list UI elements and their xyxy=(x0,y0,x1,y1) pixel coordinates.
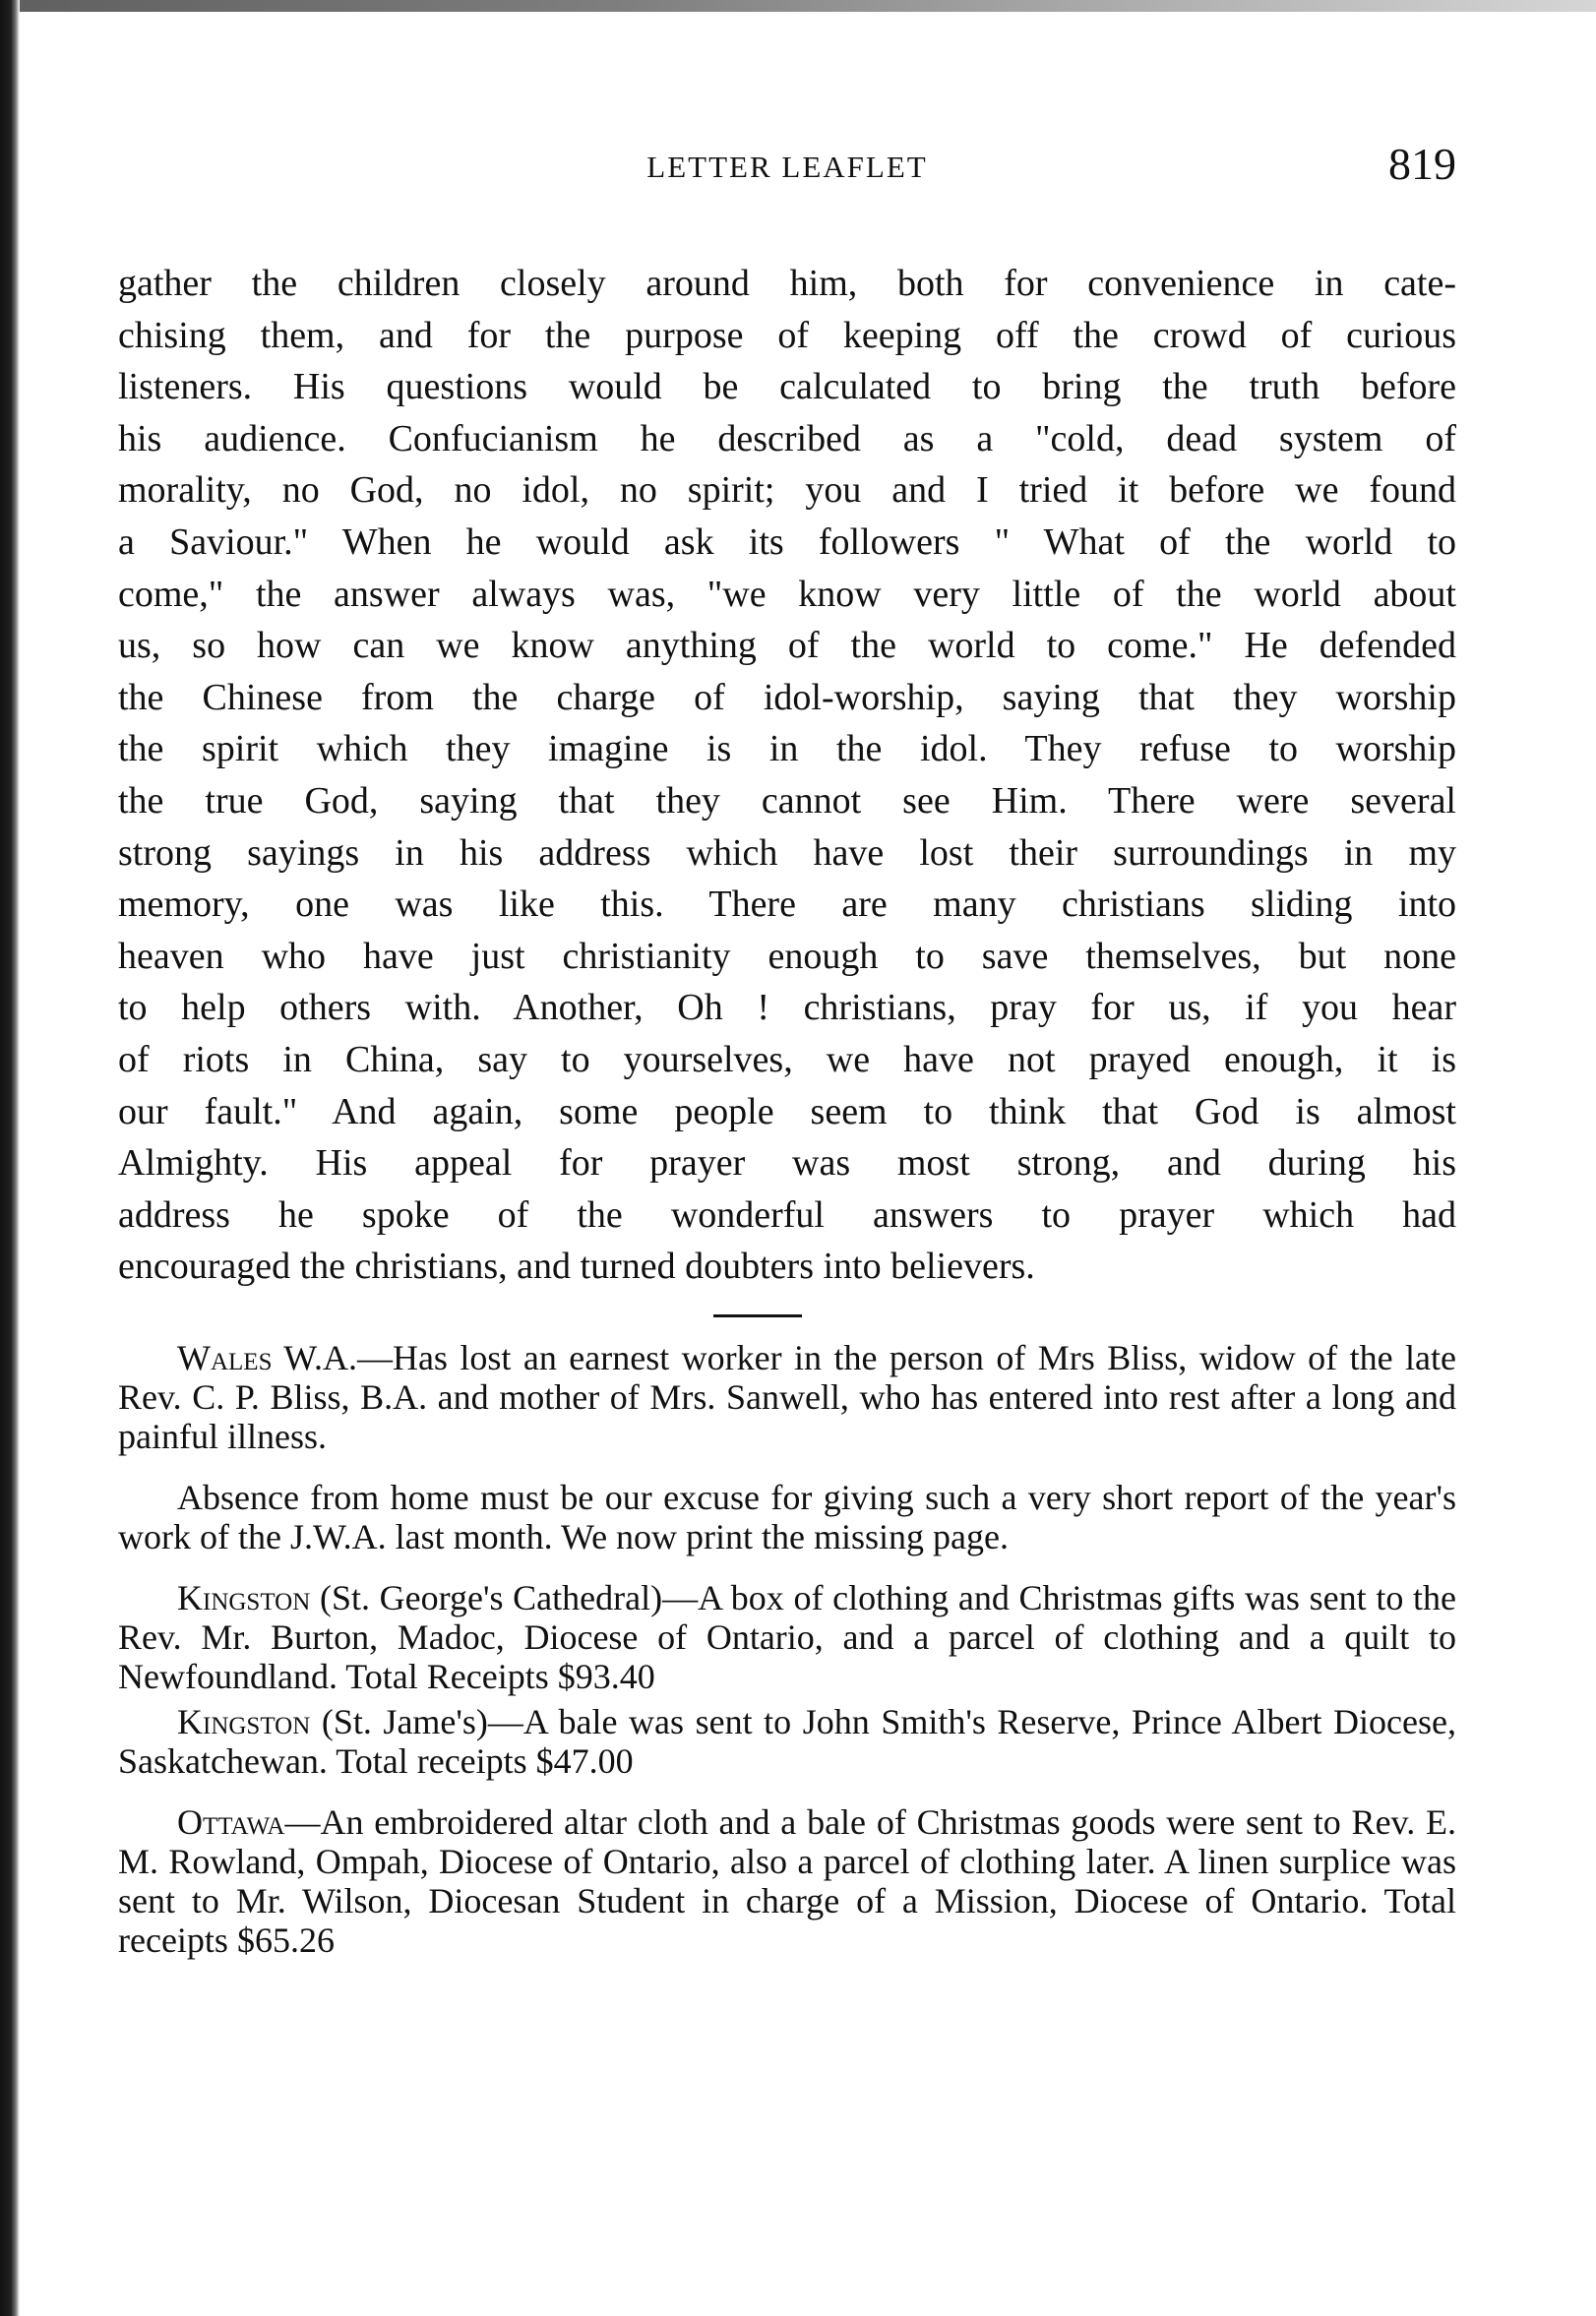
report-text: —Has lost an earnest worker in the person of Mrs Bliss, widow of the late Rev. C. P. Bliss, B.A. and mother of Mrs. Sanwell, who has entered into rest after a long and painful illness. xyxy=(118,1338,1456,1456)
binding-edge-shadow xyxy=(0,0,20,2316)
text-line: to help others with. Another, Oh ! christians, pray for us, if you hear xyxy=(118,987,1456,1029)
text-line: us, so how can we know anything of the world to come." He defended xyxy=(118,625,1456,667)
text-line: encouraged the christians, and turned doubters into believers. xyxy=(118,1246,1035,1288)
report-text: (St. Jame's)—A bale was sent to John Smith's Reserve, Prince Albert Diocese, Saskatchewan. Total receipts $47.00 xyxy=(118,1702,1456,1781)
text-line: morality, no God, no idol, no spirit; you and I tried it before we found xyxy=(118,469,1456,512)
report-paragraph xyxy=(118,1478,1456,1556)
text-line: a Saviour." When he would ask its followers " What of the world to xyxy=(118,520,1456,563)
report-paragraph xyxy=(118,1338,1456,1456)
report-lead: Ottawa xyxy=(177,1802,285,1842)
report-text: —An embroidered altar cloth and a bale of Christmas goods were sent to Rev. E. M. Rowland, Ompah, Diocese of Ontario, also a parcel of clothing later. A linen surplice was sent to Mr. Wilson, Diocesan Student in charge of a Mission, Diocese of Ontario. Total receipts $65.26 xyxy=(118,1802,1456,1960)
text-line: listeners. His questions would be calculated to bring the truth before xyxy=(118,366,1456,408)
text-line: our fault." And again, some people seem to think that God is almost xyxy=(118,1090,1456,1132)
text-line: of riots in China, say to yourselves, we have not prayed enough, it is xyxy=(118,1038,1456,1080)
text-line: heaven who have just christianity enough to save themselves, but none xyxy=(118,935,1456,977)
text-line: chising them, and for the purpose of keeping off the crowd of curious xyxy=(118,314,1456,356)
text-line: the Chinese from the charge of idol-worship, saying that they worship xyxy=(118,676,1456,718)
report-paragraph xyxy=(118,1578,1456,1696)
text-line: come," the answer always was, "we know very little of the world about xyxy=(118,573,1456,615)
text-line: strong sayings in his address which have lost their surroundings in my xyxy=(118,831,1456,874)
report-paragraph xyxy=(118,1802,1456,1960)
top-edge-scan-mark xyxy=(0,0,1596,12)
report-lead: Wales W.A. xyxy=(177,1338,357,1377)
text-line: Almighty. His appeal for prayer was most strong, and during his xyxy=(118,1142,1456,1185)
section-divider xyxy=(713,1314,802,1317)
text-line: address he spoke of the wonderful answers to prayer which had xyxy=(118,1193,1456,1236)
text-line: memory, one was like this. There are many christians sliding into xyxy=(118,884,1456,926)
report-text: Absence from home must be our excuse for giving such a very short report of the year's work of the J.W.A. last month. We now print the missing page. xyxy=(118,1478,1456,1556)
report-lead: Kingston xyxy=(177,1702,311,1741)
running-title: LETTER LEAFLET xyxy=(646,150,928,184)
text-line: his audience. Confucianism he described as a "cold, dead system of xyxy=(118,417,1456,459)
running-head xyxy=(118,138,1456,197)
report-paragraph xyxy=(118,1702,1456,1781)
page-number: 819 xyxy=(1388,139,1456,189)
branch-reports xyxy=(118,1338,1456,1981)
text-line: gather the children closely around him, both for convenience in cate- xyxy=(118,263,1456,304)
text-line: the spirit which they imagine is in the idol. They refuse to worship xyxy=(118,728,1456,770)
report-text: (St. George's Cathedral)—A box of clothing and Christmas gifts was sent to the Rev. Mr. Burton, Madoc, Diocese of Ontario, and a parcel of clothing and a quilt to Newfoundland. Total Receipts $93.40 xyxy=(118,1578,1456,1696)
report-lead: Kingston xyxy=(177,1578,311,1617)
text-line: the true God, saying that they cannot see Him. There were several xyxy=(118,779,1456,822)
main-text-block xyxy=(118,258,1456,1293)
